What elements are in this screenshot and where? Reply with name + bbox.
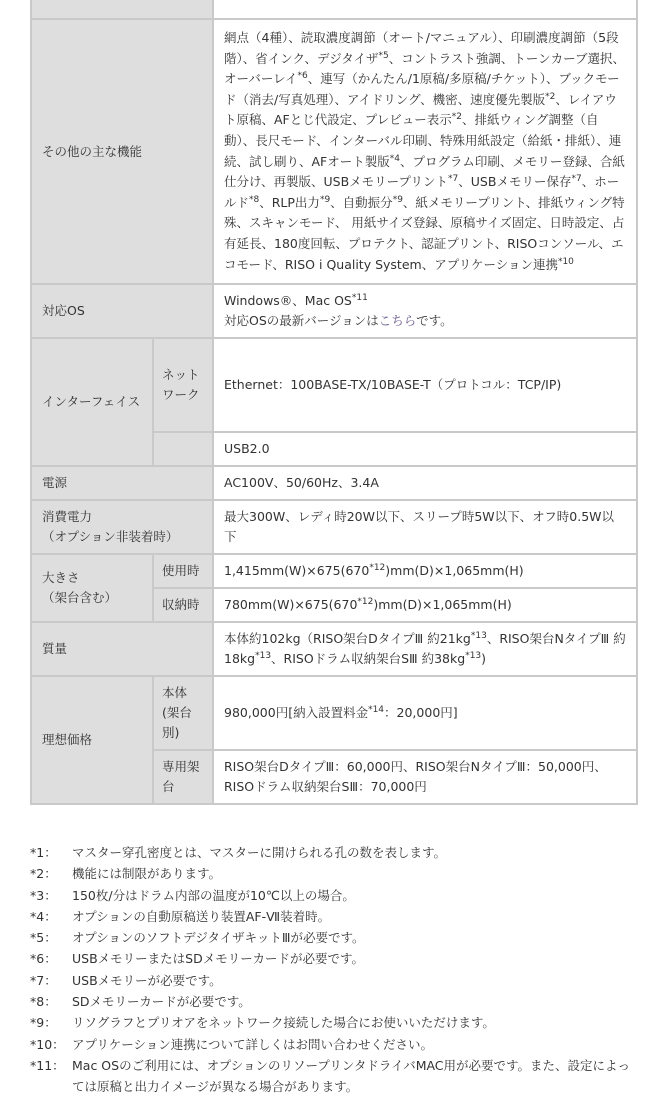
footnote-text: リソグラフとプリオアをネットワーク接続した場合にお使いいただけます。 [72, 1015, 495, 1031]
sub-label [153, 432, 213, 466]
table-row-size-use [31, 554, 637, 588]
footnote-ref[interactable]: *12 [369, 562, 386, 573]
value-text: 、USBメモリー保存 [458, 174, 572, 190]
footnote-ref[interactable]: *13 [465, 650, 482, 661]
table-row-price-body [31, 676, 637, 750]
footnote-text: 機能には制限があります。 [72, 866, 222, 882]
os-latest-suffix: です。 [416, 313, 453, 329]
price-body-value [213, 676, 637, 750]
footnote-text: USBメモリーまたはSDメモリーカードが必要です。 [72, 951, 364, 967]
footnote-marker: *9： [30, 1015, 57, 1031]
footnote-marker: *4： [30, 908, 57, 924]
row-value-cell [213, 0, 637, 19]
footnote-marker: *5： [30, 930, 57, 946]
interface-network-value: Ethernet：100BASE-TX/10BASE-T（プロトコル：TCP/IP) [213, 338, 637, 432]
consumption-value: 最大300W、レディ時20W以下、スリープ時5W以下、オフ時0.5W以下 [213, 500, 637, 554]
footnote-marker: *6： [30, 951, 57, 967]
sub-label: 使用時 [153, 554, 213, 588]
table-row-weight [31, 622, 637, 676]
interface-usb-value: USB2.0 [213, 432, 637, 466]
value-text: ：20,000円] [384, 705, 458, 721]
sub-label: ネットワーク [153, 338, 213, 432]
footnote-text: 150枚/分はドラム内部の温度が10℃以上の場合。 [72, 887, 355, 903]
footnote-item [30, 906, 640, 927]
footnote-ref[interactable]: *12 [357, 596, 374, 607]
footnote-ref[interactable]: *2 [545, 91, 556, 102]
footnote-item [30, 1012, 640, 1033]
footnotes-list [30, 842, 640, 1098]
footnote-marker: *8： [30, 994, 57, 1010]
table-row-os [31, 284, 637, 338]
footnote-item [30, 1034, 640, 1055]
sub-label: 専用架台 [153, 750, 213, 804]
footnote-marker: *7： [30, 972, 57, 988]
footnote-ref[interactable]: *7 [571, 174, 582, 184]
other-functions-value [213, 19, 637, 284]
footnote-text: オプションのソフトデジタイザキットⅢが必要です。 [72, 930, 365, 946]
value-text: 、RISO架台NタイプⅢ 約18kg [224, 631, 626, 667]
value-text: 、RLP出力 [259, 194, 320, 210]
value-text: 780mm(W)×675(670 [224, 597, 358, 613]
footnote-ref[interactable]: *6 [297, 71, 308, 82]
value-text: 網点（4種）、読取濃度調節（オート/マニュアル）、印刷濃度調節（5段階）、省インク、デジタイザ [224, 30, 619, 66]
value-text: )mm(D)×1,065mm(H) [385, 563, 524, 579]
footnote-ref[interactable]: *5 [378, 50, 389, 61]
value-text: 、紙メモリープリント、排紙ウィング特殊、スキャンモード、 用紙サイズ登録、原稿サイズ固定、日時設定、占有延長、180度回転、プロテクト、認証プリント、RISOコンソール、エコモード、RISO i Quality System、アプリケーション連携 [224, 194, 625, 272]
table-row-top-partial [31, 0, 637, 19]
table-row-power [31, 466, 637, 500]
footnote-ref[interactable]: *9 [392, 194, 403, 205]
sub-label: 収納時 [153, 588, 213, 622]
footnote-item [30, 1055, 640, 1098]
sub-label: 本体(架台別) [153, 676, 213, 750]
value-text: 、RISOドラム収納架台SⅢ 約38kg [271, 651, 466, 667]
footnote-item [30, 927, 640, 948]
row-label: 電源 [31, 466, 213, 500]
size-storage-value [213, 588, 637, 622]
table-row-consumption [31, 500, 637, 554]
footnote-text: USBメモリーが必要です。 [72, 972, 222, 988]
footnote-text: SDメモリーカードが必要です。 [72, 994, 251, 1010]
footnote-item [30, 991, 640, 1012]
row-label: インターフェイス [31, 338, 153, 466]
footnote-item [30, 948, 640, 969]
value-text: 、レイアウト原稿、AFとじ代設定、プレビュー表示 [224, 91, 617, 128]
row-label: その他の主な機能 [31, 19, 213, 284]
value-text: 1,415mm(W)×675(670 [224, 563, 370, 579]
spec-table [30, 0, 638, 805]
row-label [31, 500, 213, 554]
price-stand-value: RISO架台DタイプⅢ：60,000円、RISO架台NタイプⅢ：50,000円、RISOドラム収納架台SⅢ：70,000円 [213, 750, 637, 804]
footnote-item [30, 970, 640, 991]
footnote-ref[interactable]: *9 [319, 194, 331, 205]
footnote-ref[interactable]: *4 [389, 153, 400, 164]
footnote-ref[interactable]: *7 [448, 174, 459, 184]
label-line: （オプション非装着時） [42, 529, 179, 545]
value-text: ) [481, 651, 487, 667]
value-text: 980,000円[納入設置料金 [224, 705, 369, 721]
footnote-marker: *1： [30, 845, 57, 860]
label-line: 大きさ [42, 570, 80, 586]
footnote-ref[interactable]: *2 [451, 112, 462, 123]
value-text: 、連写（かんたん/1原稿/多原稿/チケット）、ブックモード（消去/写真処理）、アイドリング、機密、速度優先製版 [224, 71, 620, 107]
os-text: Windows®、Mac OS [224, 293, 352, 309]
row-label: 質量 [31, 622, 213, 676]
table-row-other-functions [31, 19, 637, 284]
footnote-text: アプリケーション連携について詳しくはお問い合わせください。 [72, 1036, 434, 1052]
value-text: )mm(D)×1,065mm(H) [373, 597, 512, 613]
row-label [31, 554, 153, 622]
value-text: 、コントラスト強調、トーンカーブ選択、オーバーレイ [224, 50, 626, 87]
footnote-item [30, 842, 640, 863]
footnote-text: オプションの自動原稿送り装置AF-Ⅶ装着時。 [72, 908, 331, 924]
footnote-ref[interactable]: *13 [255, 650, 272, 661]
footnote-ref[interactable]: *8 [249, 194, 260, 205]
os-value [213, 284, 637, 338]
power-value: AC100V、50/60Hz、3.4A [213, 466, 637, 500]
os-latest-text: 対応OSの最新バージョンは [224, 313, 379, 329]
row-label-cell [31, 0, 213, 19]
size-use-value [213, 554, 637, 588]
footnote-marker: *11： [30, 1057, 65, 1073]
value-text: 、プログラム印刷、メモリー登録、合紙仕分け、再製版、USBメモリープリント [224, 153, 625, 190]
row-label: 理想価格 [31, 676, 153, 804]
footnote-marker: *10： [30, 1036, 65, 1052]
spec-table-container [30, 0, 636, 805]
os-latest-link[interactable]: こちら [378, 313, 417, 329]
weight-value [213, 622, 637, 676]
value-text: 本体約102kg（RISO架台DタイプⅢ 約21kg [224, 631, 471, 647]
row-label: 対応OS [31, 284, 213, 338]
footnote-item [30, 863, 640, 884]
footnote-item [30, 885, 640, 906]
footnote-text: Mac OSのご利用には、オプションのリソープリンタドライバMAC用が必要です。また、設定によっては原稿と出力イメージが異なる場合があります。 [72, 1057, 631, 1095]
footnote-ref[interactable]: *10 [557, 256, 574, 267]
footnote-text: マスター穿孔密度とは、マスターに開けられる孔の数を表します。 [72, 845, 447, 860]
footnote-ref[interactable]: *13 [470, 630, 487, 641]
table-row-interface-network [31, 338, 637, 432]
value-text: 、自動振分 [330, 194, 393, 210]
label-line: （架台含む） [42, 590, 118, 606]
footnote-marker: *3： [30, 887, 57, 903]
label-line: 消費電力 [42, 509, 93, 525]
value-text: 、排紙ウィング調整（自動）、長尺モード、インターバル印刷、特殊用紙設定（給紙・排紙）、連続、試し刷り、AFオート製版 [224, 112, 622, 169]
footnote-ref[interactable]: *14 [368, 704, 385, 715]
footnote-marker: *2： [30, 866, 57, 882]
value-text: 、ホールド [224, 174, 620, 210]
footnote-ref[interactable]: *11 [351, 292, 368, 303]
